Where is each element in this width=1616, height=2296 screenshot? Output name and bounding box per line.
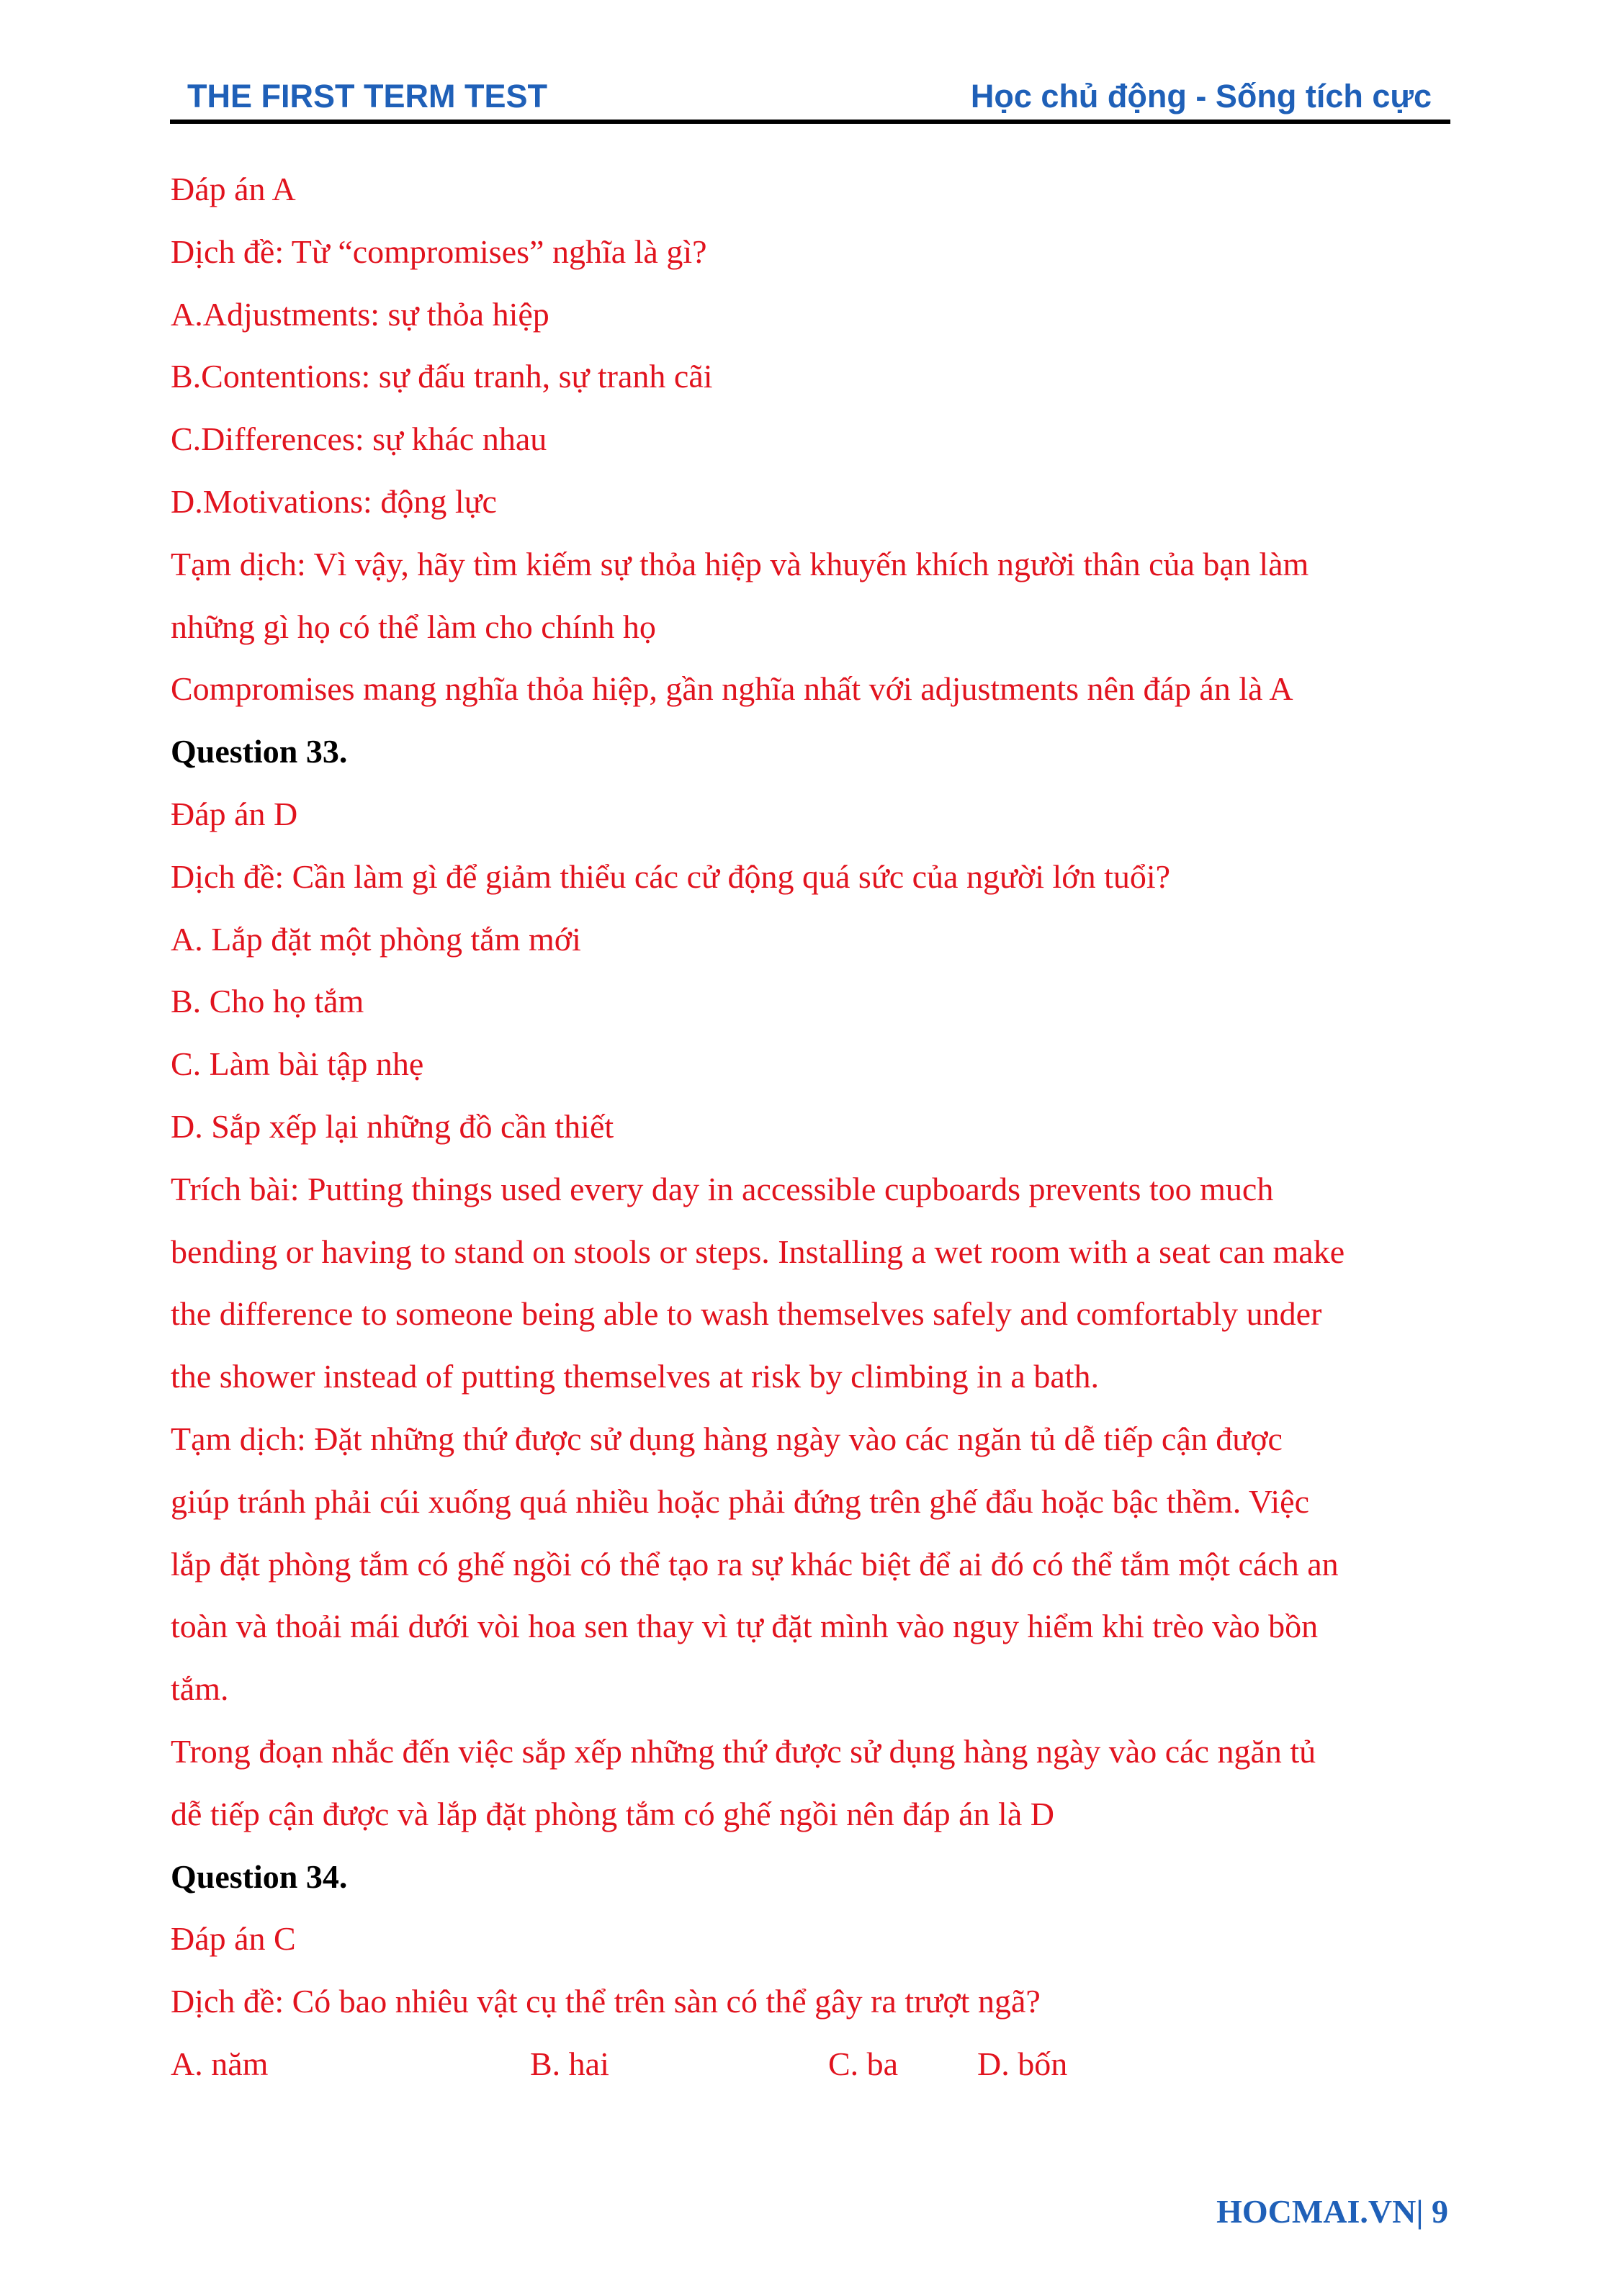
translation-line: giúp tránh phải cúi xuống quá nhiều hoặc phải đứng trên ghế đẩu hoặc bậc thềm. Việc	[171, 1482, 1310, 1520]
question-34-title: Question 34.	[171, 1858, 348, 1895]
excerpt-line: the difference to someone being able to wash themselves safely and comfortably under	[171, 1295, 1322, 1333]
question-33-title: Question 33.	[171, 733, 348, 770]
explanation-line: Compromises mang nghĩa thỏa hiệp, gần nghĩa nhất với adjustments nên đáp án là A	[171, 670, 1293, 708]
translation-line: tắm.	[171, 1670, 229, 1708]
option-a: A.Adjustments: sự thỏa hiệp	[171, 295, 549, 333]
option-b: B. hai	[530, 2045, 609, 2082]
page-header	[170, 75, 1450, 124]
header-title: THE FIRST TERM TEST	[187, 78, 547, 114]
excerpt-line: Trích bài: Putting things used every day in accessible cupboards prevents too much	[171, 1170, 1274, 1207]
translation-line: lắp đặt phòng tắm có ghế ngồi có thể tạo ra sự khác biệt để ai đó có thể tắm một cách an	[171, 1545, 1339, 1583]
answer-line: Đáp án A	[171, 171, 296, 207]
explanation-line: Trong đoạn nhắc đến việc sắp xếp những thứ được sử dụng hàng ngày vào các ngăn tủ	[171, 1732, 1316, 1770]
answer-line: Đáp án C	[171, 1920, 296, 1958]
option-b: B.Contentions: sự đấu tranh, sự tranh cãi	[171, 358, 713, 395]
header-slogan: Học chủ động - Sống tích cực	[970, 78, 1432, 114]
option-c: C. Làm bài tập nhẹ	[171, 1045, 424, 1083]
option-c: C.Differences: sự khác nhau	[171, 420, 547, 458]
option-d: D. Sắp xếp lại những đồ cần thiết	[171, 1107, 614, 1145]
translation-line: những gì họ có thể làm cho chính họ	[171, 608, 656, 645]
translation-line: Tạm dịch: Đặt những thứ được sử dụng hàng ngày vào các ngăn tủ dễ tiếp cận được	[171, 1420, 1283, 1457]
option-d: D. bốn	[977, 2045, 1068, 2082]
excerpt-line: the shower instead of putting themselves at risk by climbing in a bath.	[171, 1358, 1100, 1395]
translation-line: toàn và thoải mái dưới vòi hoa sen thay vì tự đặt mình vào nguy hiểm khi trèo vào bồn	[171, 1608, 1319, 1645]
explanation-line: dễ tiếp cận được và lắp đặt phòng tắm có ghế ngồi nên đáp án là D	[171, 1795, 1054, 1832]
question-translation: Dịch đề: Có bao nhiêu vật cụ thể trên sàn có thể gây ra trượt ngã?	[171, 1983, 1041, 2020]
option-b: B. Cho họ tắm	[171, 983, 364, 1020]
page-content	[171, 158, 1460, 2096]
options-row	[171, 2033, 1460, 2096]
excerpt-line: bending or having to stand on stools or steps. Installing a wet room with a seat can make	[171, 1233, 1345, 1270]
option-d: D.Motivations: động lực	[171, 482, 497, 520]
answer-line: Đáp án D	[171, 795, 298, 832]
page-footer: HOCMAI.VN| 9	[1216, 2193, 1448, 2230]
question-translation: Dịch đề: Cần làm gì để giảm thiểu các cử động quá sức của người lớn tuổi?	[171, 857, 1171, 895]
option-c: C. ba	[828, 2045, 899, 2082]
option-a: A. Lắp đặt một phòng tắm mới	[171, 920, 581, 958]
translation-line: Tạm dịch: Vì vậy, hãy tìm kiếm sự thỏa hiệp và khuyến khích người thân của bạn làm	[171, 545, 1309, 582]
question-translation: Dịch đề: Từ “compromises” nghĩa là gì?	[171, 233, 707, 270]
option-a: A. năm	[171, 2045, 269, 2082]
